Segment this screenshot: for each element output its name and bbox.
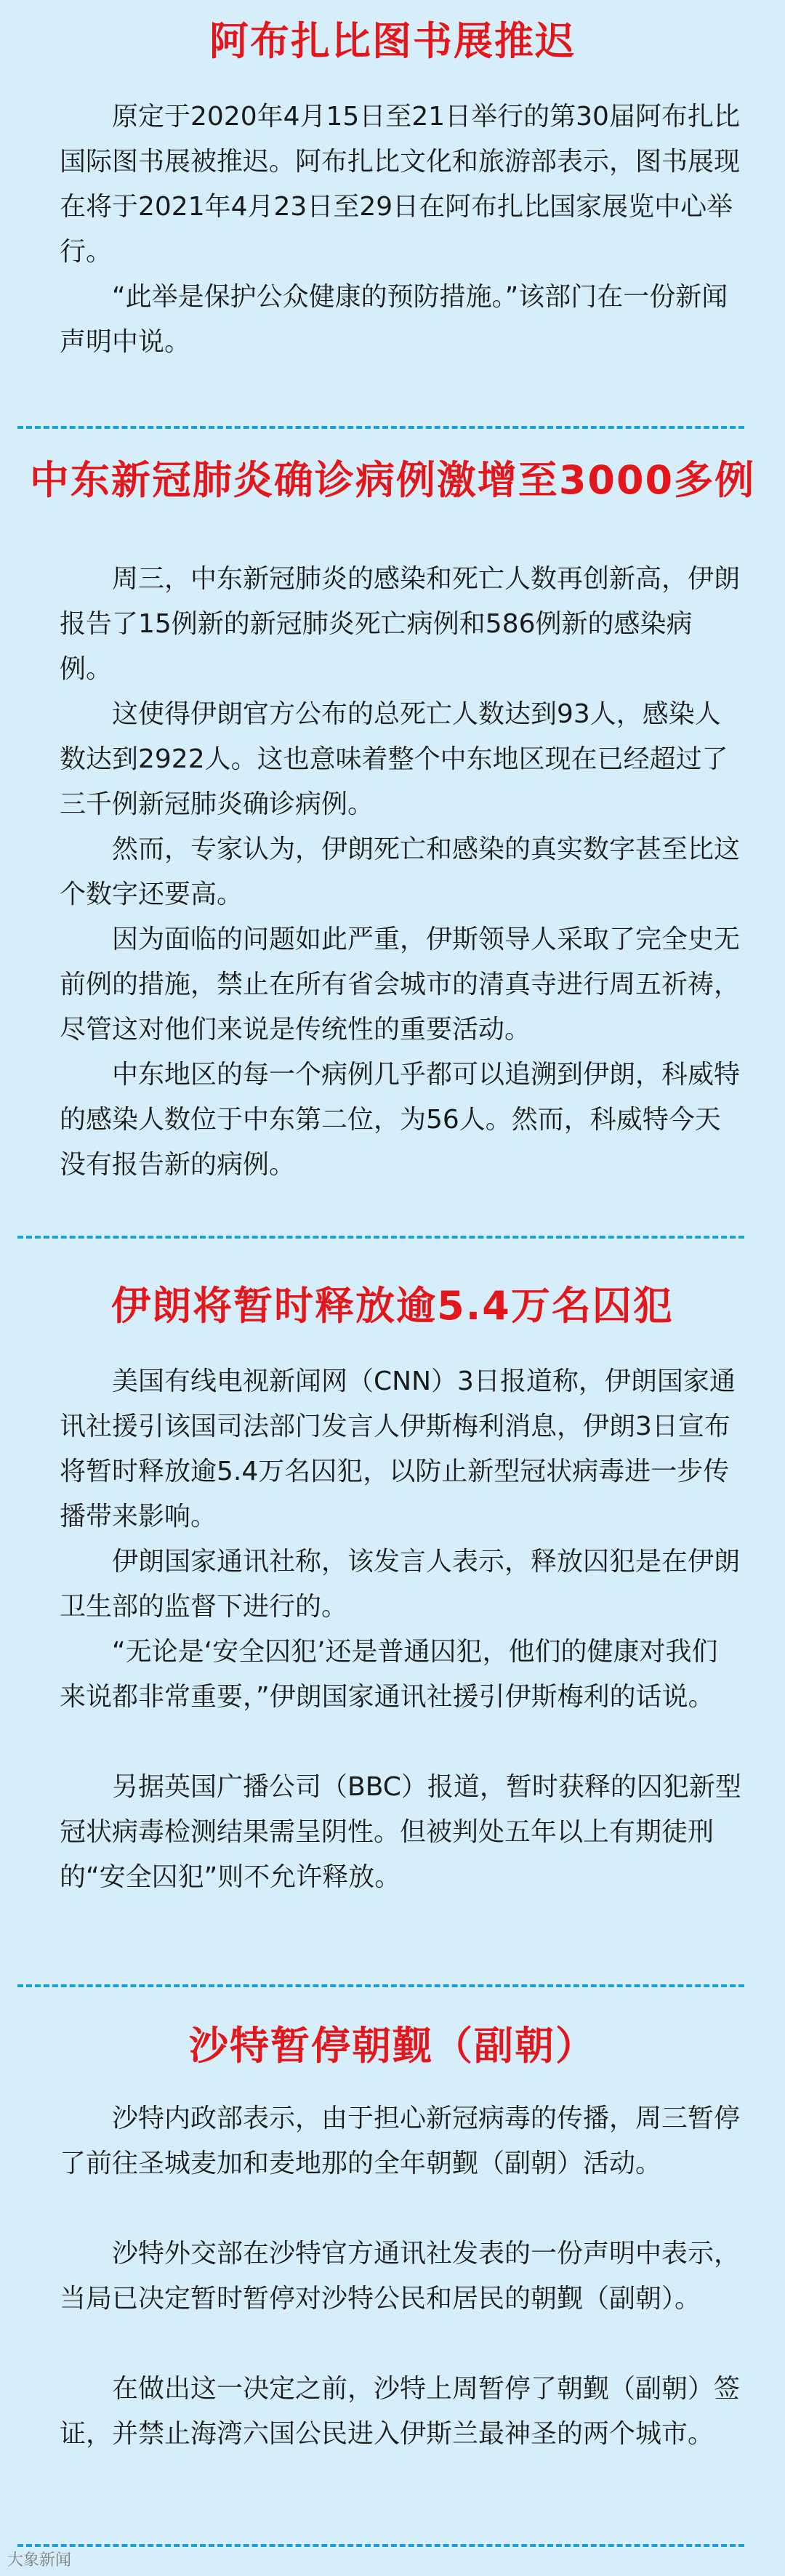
article-2-paragraph-2: 这使得伊朗官方公布的总死亡人数达到93人，感染人数达到2922人。这也意味着整个中东地区现在已经超过了三千例新冠肺炎确诊病例。 (60, 699, 728, 819)
article-1-title: 阿布扎比图书展推迟 (209, 18, 576, 64)
article-3-paragraph-2: 伊朗国家通讯社称，该发言人表示，释放囚犯是在伊朗卫生部的监督下进行的。 (60, 1547, 741, 1622)
watermark: 大象新闻 (7, 2551, 72, 2569)
article-2-paragraph-4: 因为面临的问题如此严重，伊斯领导人采取了完全史无前例的措施，禁止在所有省会城市的清真寺进行周五祈祷，尽管这对他们来说是传统性的重要活动。 (60, 925, 741, 1045)
section-divider (17, 1236, 744, 1239)
article-2-paragraph-5: 中东地区的每一个病例几乎都可以追溯到伊朗，科威特的感染人数位于中东第二位，为56人。然而，科威特今天没有报告新的病例。 (60, 1060, 741, 1180)
section-divider (17, 426, 744, 429)
article-3-title: 伊朗将暂时释放逾5.4万名囚犯 (111, 1283, 674, 1329)
section-divider (17, 2544, 744, 2547)
article-2-paragraph-3: 然而，专家认为，伊朗死亡和感染的真实数字甚至比这个数字还要高。 (60, 834, 741, 909)
article-2-title: 中东新冠肺炎确诊病例激增至3000多例 (29, 457, 756, 503)
article-4-title: 沙特暂停朝觐（副朝） (189, 2023, 596, 2069)
article-3-paragraph-4: 另据英国广播公司（BBC）报道，暂时获释的囚犯新型冠状病毒检测结果需呈阴性。但被判处五年以上有期徒刑的“安全囚犯”则不允许释放。 (60, 1772, 741, 1892)
article-4-paragraph-3: 在做出这一决定之前，沙特上周暂停了朝觐（副朝）签证，并禁止海湾六国公民进入伊斯兰最神圣的两个城市。 (60, 2374, 741, 2449)
article-1-paragraph-2: “此举是保护公众健康的预防措施。”该部门在一份新闻声明中说。 (60, 282, 728, 357)
section-divider (17, 1984, 744, 1987)
article-3-paragraph-1: 美国有线电视新闻网（CNN）3日报道称，伊朗国家通讯社援引该国司法部门发言人伊斯梅利消息，伊朗3日宣布将暂时释放逾5.4万名囚犯，以防止新型冠状病毒进一步传播带来影响。 (60, 1367, 736, 1531)
article-1-paragraph-1: 原定于2020年4月15日至21日举行的第30届阿布扎比国际图书展被推迟。阿布扎比文化和旅游部表示，图书展现在将于2021年4月23日至29日在阿布扎比国家展览中心举行。 (60, 102, 741, 267)
article-3-paragraph-3: “无论是‘安全囚犯’还是普通囚犯，他们的健康对我们来说都非常重要，”伊朗国家通讯社援引伊斯梅利的话说。 (60, 1637, 718, 1712)
article-2-paragraph-1: 周三，中东新冠肺炎的感染和死亡人数再创新高，伊朗报告了15例新的新冠肺炎死亡病例和586例新的感染病例。 (60, 564, 741, 684)
article-4-paragraph-1: 沙特内政部表示，由于担心新冠病毒的传播，周三暂停了前往圣城麦加和麦地那的全年朝觐（副朝）活动。 (60, 2104, 741, 2178)
article-4-paragraph-2: 沙特外交部在沙特官方通讯社发表的一份声明中表示，当局已决定暂时暂停对沙特公民和居民的朝觐（副朝）。 (60, 2239, 741, 2314)
